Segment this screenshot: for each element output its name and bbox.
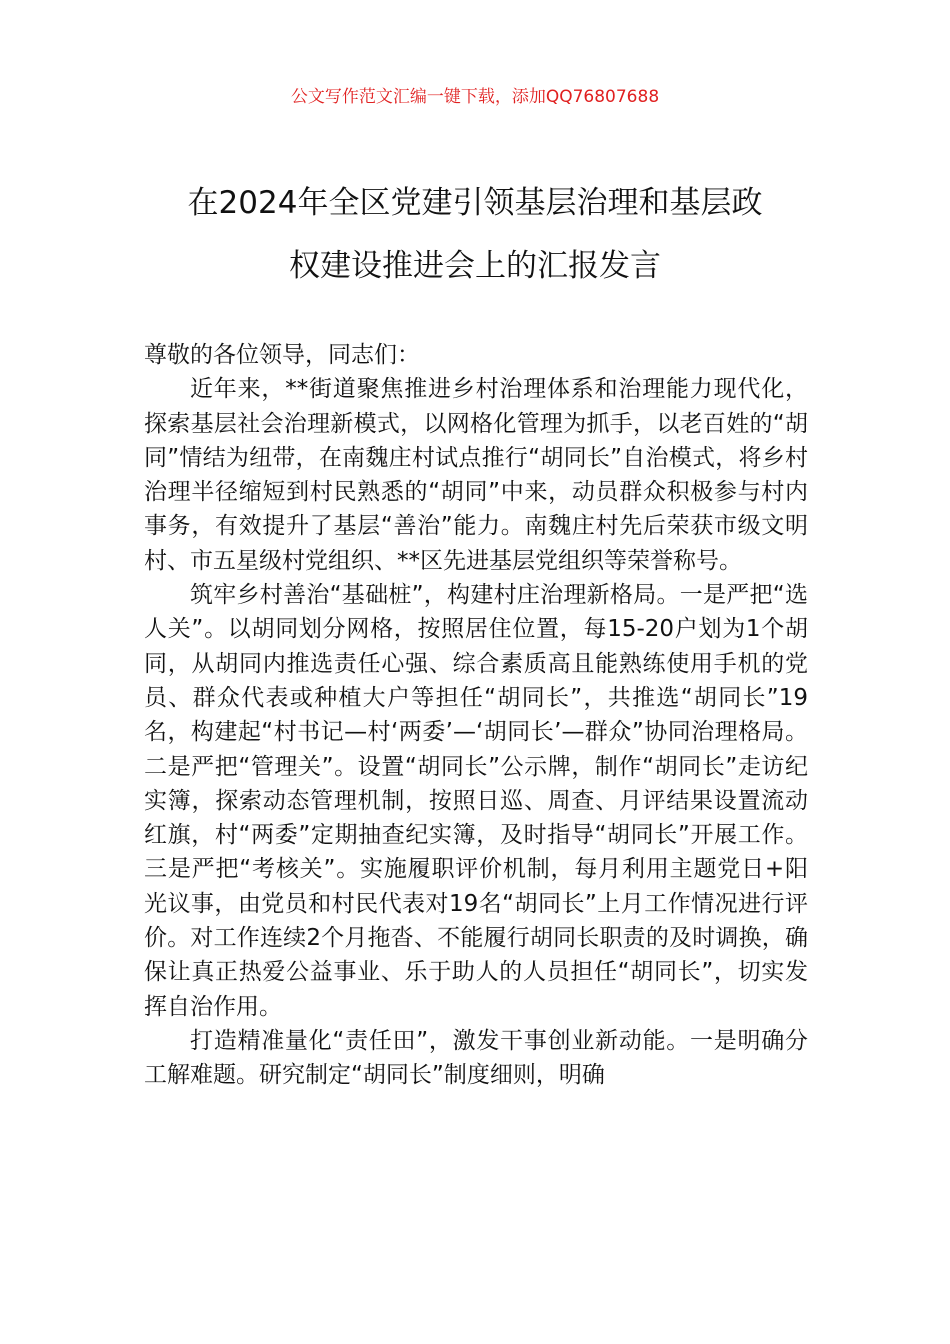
paragraph-intro: 近年来，**街道聚焦推进乡村治理体系和治理能力现代化，探索基层社会治理新模式，以网格化管理为抓手，以老百姓的“胡同”情结为纽带，在南魏庄村试点推行“胡同长”自治模式，将乡村治理半径缩短到村民熟悉的“胡同”中来，动员群众积极参与村内事务，有效提升了基层“善治”能力。南魏庄村先后荣获市级文明村、市五星级村党组织、**区先进基层党组织等荣誉称号。 xyxy=(144,376,808,574)
title-line-2: 权建设推进会上的汇报发言 xyxy=(289,248,661,284)
paragraph-foundation: 筑牢乡村善治“基础桩”，构建村庄治理新格局。一是严把“选人关”。以胡同划分网格，按照居住位置，每15-20户划为1个胡同，从胡同内推选责任心强、综合素质高且能熟练使用手机的党员、群众代表或种植大户等担任“胡同长”，共推选“胡同长”19名，构建起“村书记—村‘两委’—‘胡同长’—群众”协同治理格局。二是严把“管理关”。设置“胡同长”公示牌，制作“胡同长”走访纪实簿，探索动态管理机制，按照日巡、周查、月评结果设置流动红旗，村“两委”定期抽查纪实簿，及时指导“胡同长”开展工作。三是严把“考核关”。实施履职评价机制，每月利用主题党日+阳光议事，由党员和村民代表对19名“胡同长”上月工作情况进行评价。对工作连续2个月拖沓、不能履行胡同长职责的及时调换，确保让真正热爱公益事业、乐于助人的人员担任“胡同长”，切实发挥自治作用。 xyxy=(144,582,808,1020)
download-notice: 公文写作范文汇编一键下载，添加QQ76807688 xyxy=(290,87,660,107)
title-line-1: 在2024年全区党建引领基层治理和基层政 xyxy=(187,185,763,221)
salutation: 尊敬的各位领导，同志们： xyxy=(144,342,420,368)
document-title xyxy=(140,172,810,298)
document-body xyxy=(144,338,808,1093)
paragraph-responsibility: 打造精准量化“责任田”，激发干事创业新动能。一是明确分工解难题。研究制定“胡同长”制度细则，明确 xyxy=(144,1027,808,1089)
